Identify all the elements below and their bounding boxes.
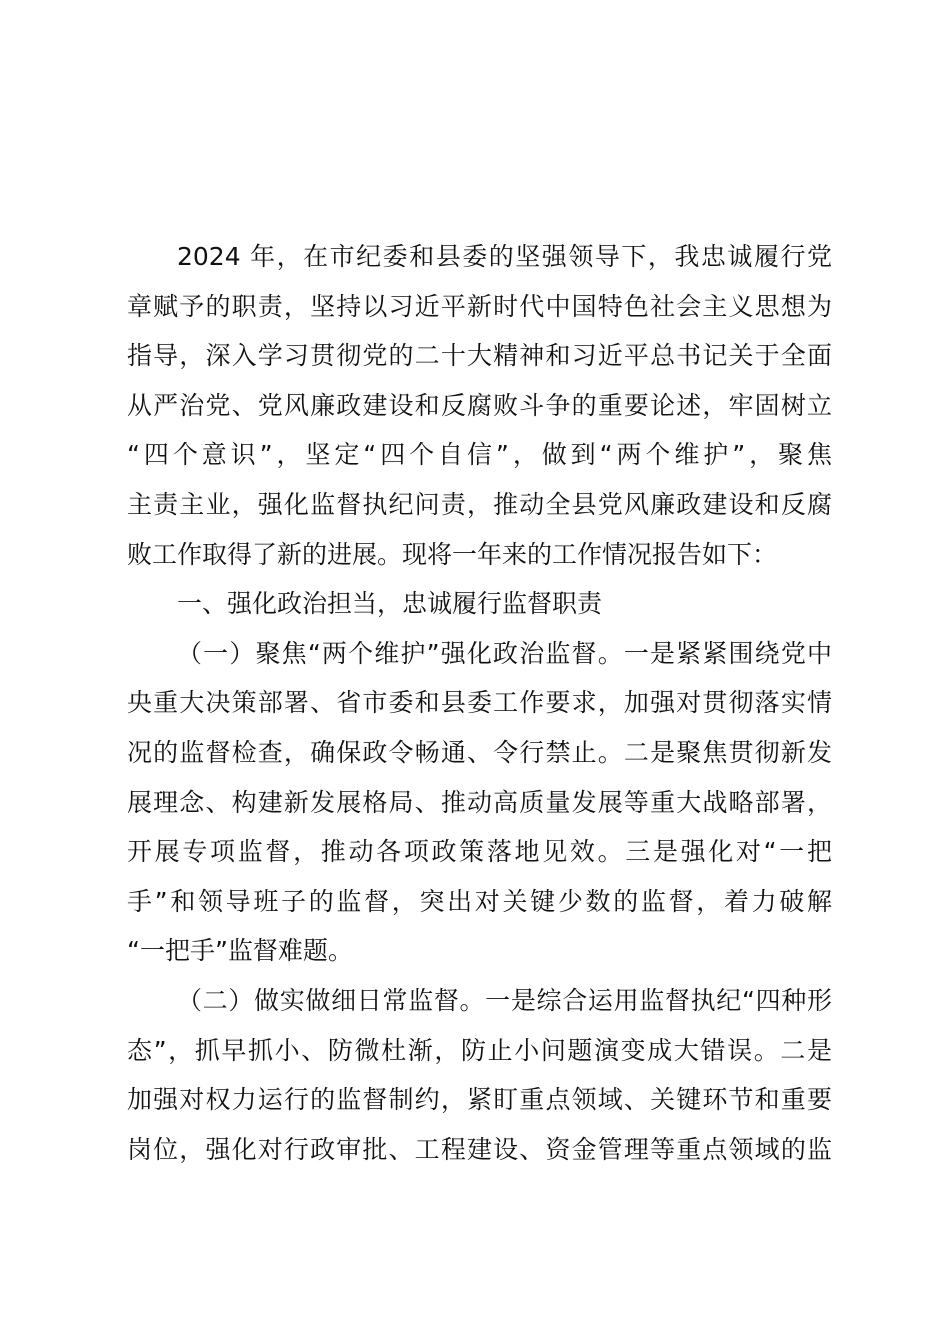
paragraph-1-line-3: 指导，深入学习贯彻党的二十大精神和习近平总书记关于全面 [127,341,832,371]
paragraph-1-line-2: 章赋予的职责，坚持以习近平新时代中国特色社会主义思想为 [127,291,832,321]
paragraph-1-line-1: 2024 年，在市纪委和县委的坚强领导下，我忠诚履行党 [177,242,832,271]
paragraph-1-line-7: 败工作取得了新的进展。现将一年来的工作情况报告如下： [127,539,778,569]
paragraph-3-line-4: 岗位，强化对行政审批、工程建设、资金管理等重点领域的监 [127,1134,832,1164]
paragraph-2-line-2: 央重大决策部署、省市委和县委工作要求，加强对贯彻落实情 [127,688,832,718]
paragraph-2-line-7: “一把手”监督难题。 [127,936,353,966]
document-body [127,232,832,1174]
paragraph-1-line-5: “四个意识”，坚定“四个自信”，做到“两个维护”，聚焦 [127,440,832,470]
paragraph-2-line-1: （一）聚焦“两个维护”强化政治监督。一是紧紧围绕党中 [177,638,832,668]
paragraph-3-line-3: 加强对权力运行的监督制约，紧盯重点领域、关键环节和重要 [127,1085,832,1115]
section-heading-1: 一、强化政治担当，忠诚履行监督职责 [177,589,603,619]
paragraph-2-line-3: 况的监督检查，确保政令畅通、令行禁止。二是聚焦贯彻新发 [127,737,832,767]
paragraph-3-line-2: 态”，抓早抓小、防微杜渐，防止小问题演变成大错误。二是 [127,1035,832,1065]
paragraph-2-line-6: 手”和领导班子的监督，突出对关键少数的监督，着力破解 [127,886,832,916]
paragraph-3-line-1: （二）做实做细日常监督。一是综合运用监督执纪“四种形 [177,985,832,1015]
paragraph-2-line-5: 开展专项监督，推动各项政策落地见效。三是强化对“一把 [127,837,832,867]
paragraph-1-line-4: 从严治党、党风廉政建设和反腐败斗争的重要论述，牢固树立 [127,390,832,420]
paragraph-1-line-6: 主责主业，强化监督执纪问责，推动全县党风廉政建设和反腐 [127,489,832,519]
paragraph-2-line-4: 展理念、构建新发展格局、推动高质量发展等重大战略部署， [127,787,832,817]
